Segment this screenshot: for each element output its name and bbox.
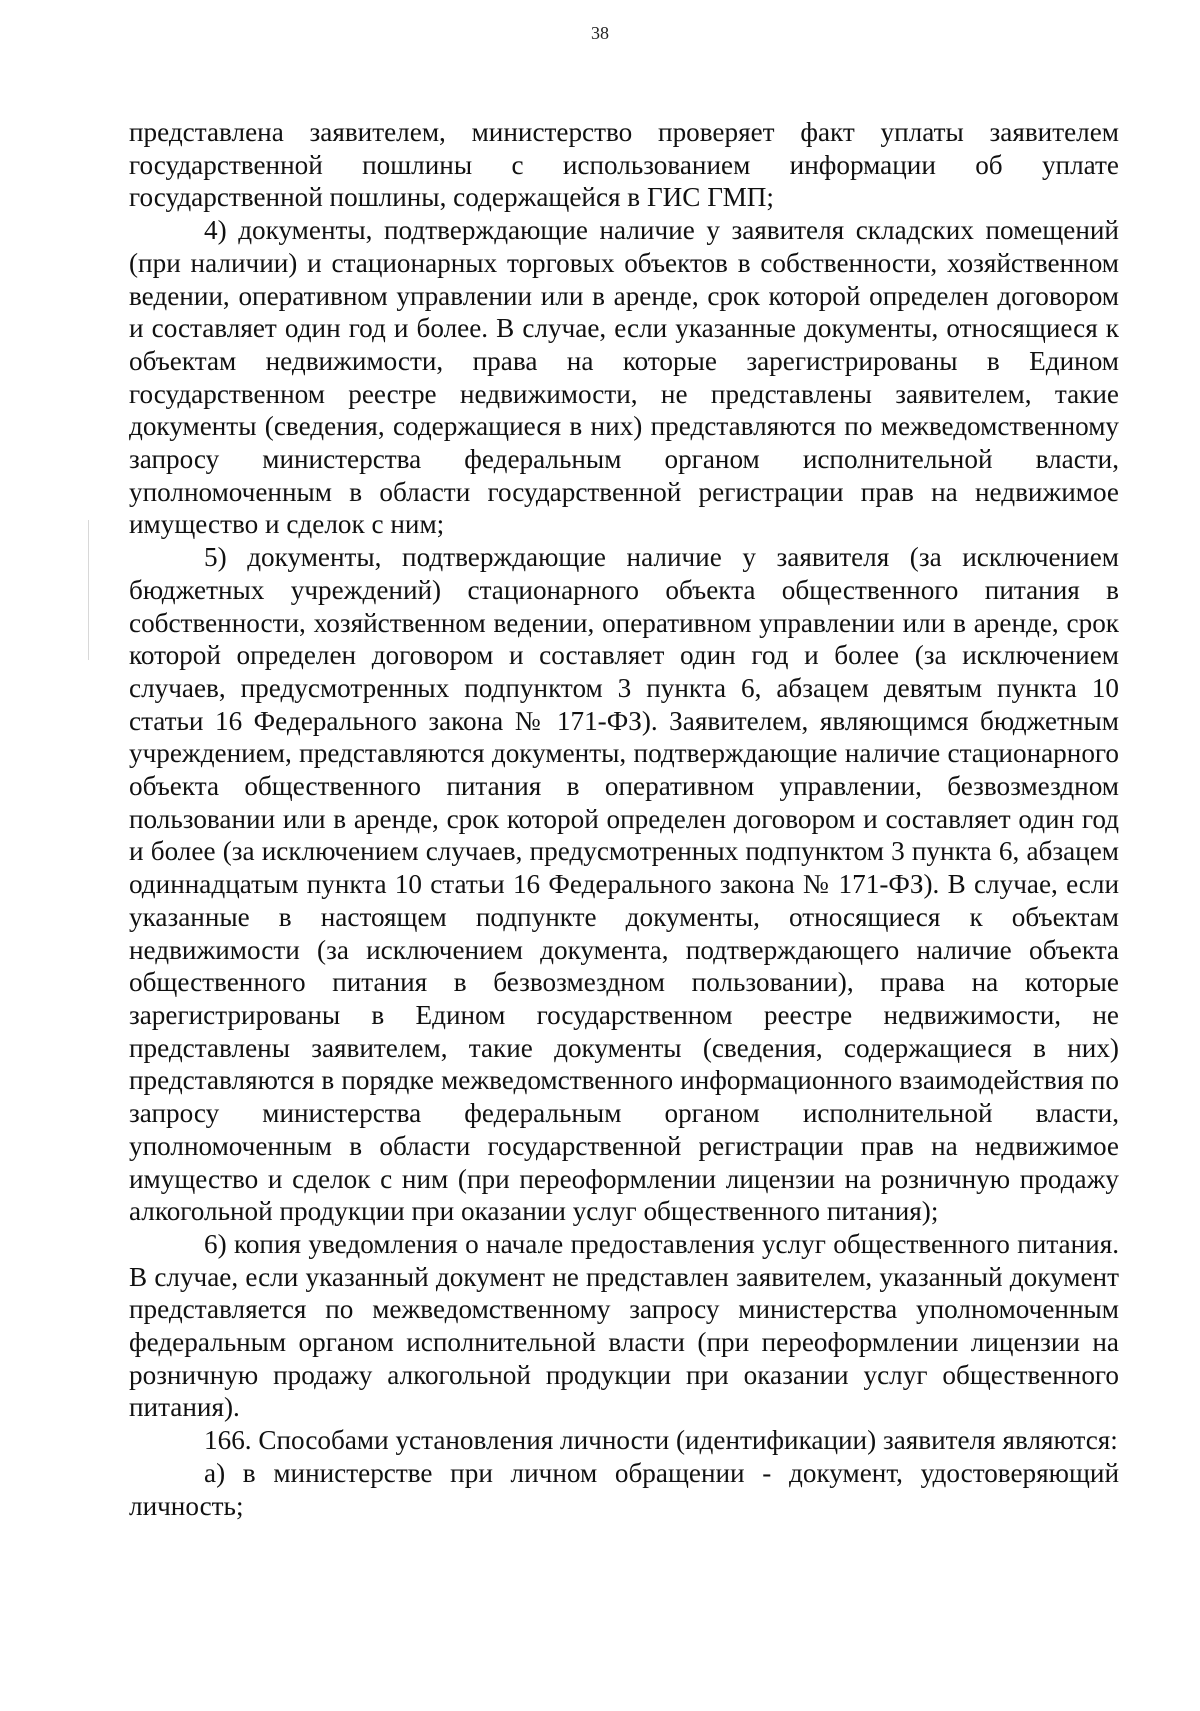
- paragraph-subitem-a: а) в министерстве при личном обращении - документ, удостоверяющий личность;: [129, 1457, 1119, 1521]
- paragraph-item-6: 6) копия уведомления о начале предоставления услуг общественного питания. В случае, если указанный документ не представлен заявителем, указанный документ представляется по межведомственному запросу министерства уполномоченным федеральным органом исполнительной власти (при переоформлении лицензии на розничную продажу алкогольной продукции при оказании услуг общественного питания).: [129, 1228, 1119, 1423]
- paragraph-section-166: 166. Способами установления личности (идентификации) заявителя являются:: [204, 1425, 1118, 1456]
- paragraph-item-4: 4) документы, подтверждающие наличие у заявителя складских помещений (при наличии) и стационарных торговых объектов в собственности, хозяйственном ведении, оперативном управлении или в аренде, срок которой определен договором и составляет один год и более. В случае, если указанные документы, относящиеся к объектам недвижимости, права на которые зарегистрированы в Едином государственном реестре недвижимости, не представлены заявителем, такие документы (сведения, содержащиеся в них) представляются по межведомственному запросу министерства федеральным органом исполнительной власти, уполномоченным в области государственной регистрации прав на недвижимое имущество и сделок с ним;: [129, 215, 1119, 540]
- page-number: 38: [591, 23, 609, 43]
- paragraph-continuation: представлена заявителем, министерство проверяет факт уплаты заявителем государственной пошлины с использованием информации об уплате государственной пошлины, содержащейся в ГИС ГМП;: [129, 117, 1119, 213]
- scan-margin-mark: [88, 520, 89, 660]
- paragraph-item-5: 5) документы, подтверждающие наличие у заявителя (за исключением бюджетных учреждений) стационарного объекта общественного питания в собственности, хозяйственном ведении, оперативном управлении или в аренде, срок которой определен договором и составляет один год и более (за исключением случаев, предусмотренных подпунктом 3 пункта 6, абзацем девятым пункта 10 статьи 16 Федерального закона № 171-ФЗ). Заявителем, являющимся бюджетным учреждением, представляются документы, подтверждающие наличие стационарного объекта общественного питания в оперативном управлении, безвозмездном пользовании или в аренде, срок которой определен договором и составляет один год и более (за исключением случаев, предусмотренных подпунктом 3 пункта 6, абзацем одиннадцатым пункта 10 статьи 16 Федерального закона № 171-ФЗ). В случае, если указанные в настоящем подпункте документы, относящиеся к объектам недвижимости (за исключением документа, подтверждающего наличие объекта общественного питания в безвозмездном пользовании), права на которые зарегистрированы в Едином государственном реестре недвижимости, не представлены заявителем, такие документы (сведения, содержащиеся в них) представляются в порядке межведомственного информационного взаимодействия по запросу министерства федеральным органом исполнительной власти, уполномоченным в области государственной регистрации прав на недвижимое имущество и сделок с ним (при переоформлении лицензии на розничную продажу алкогольной продукции при оказании услуг общественного питания);: [129, 542, 1119, 1227]
- document-body: [129, 116, 1119, 1522]
